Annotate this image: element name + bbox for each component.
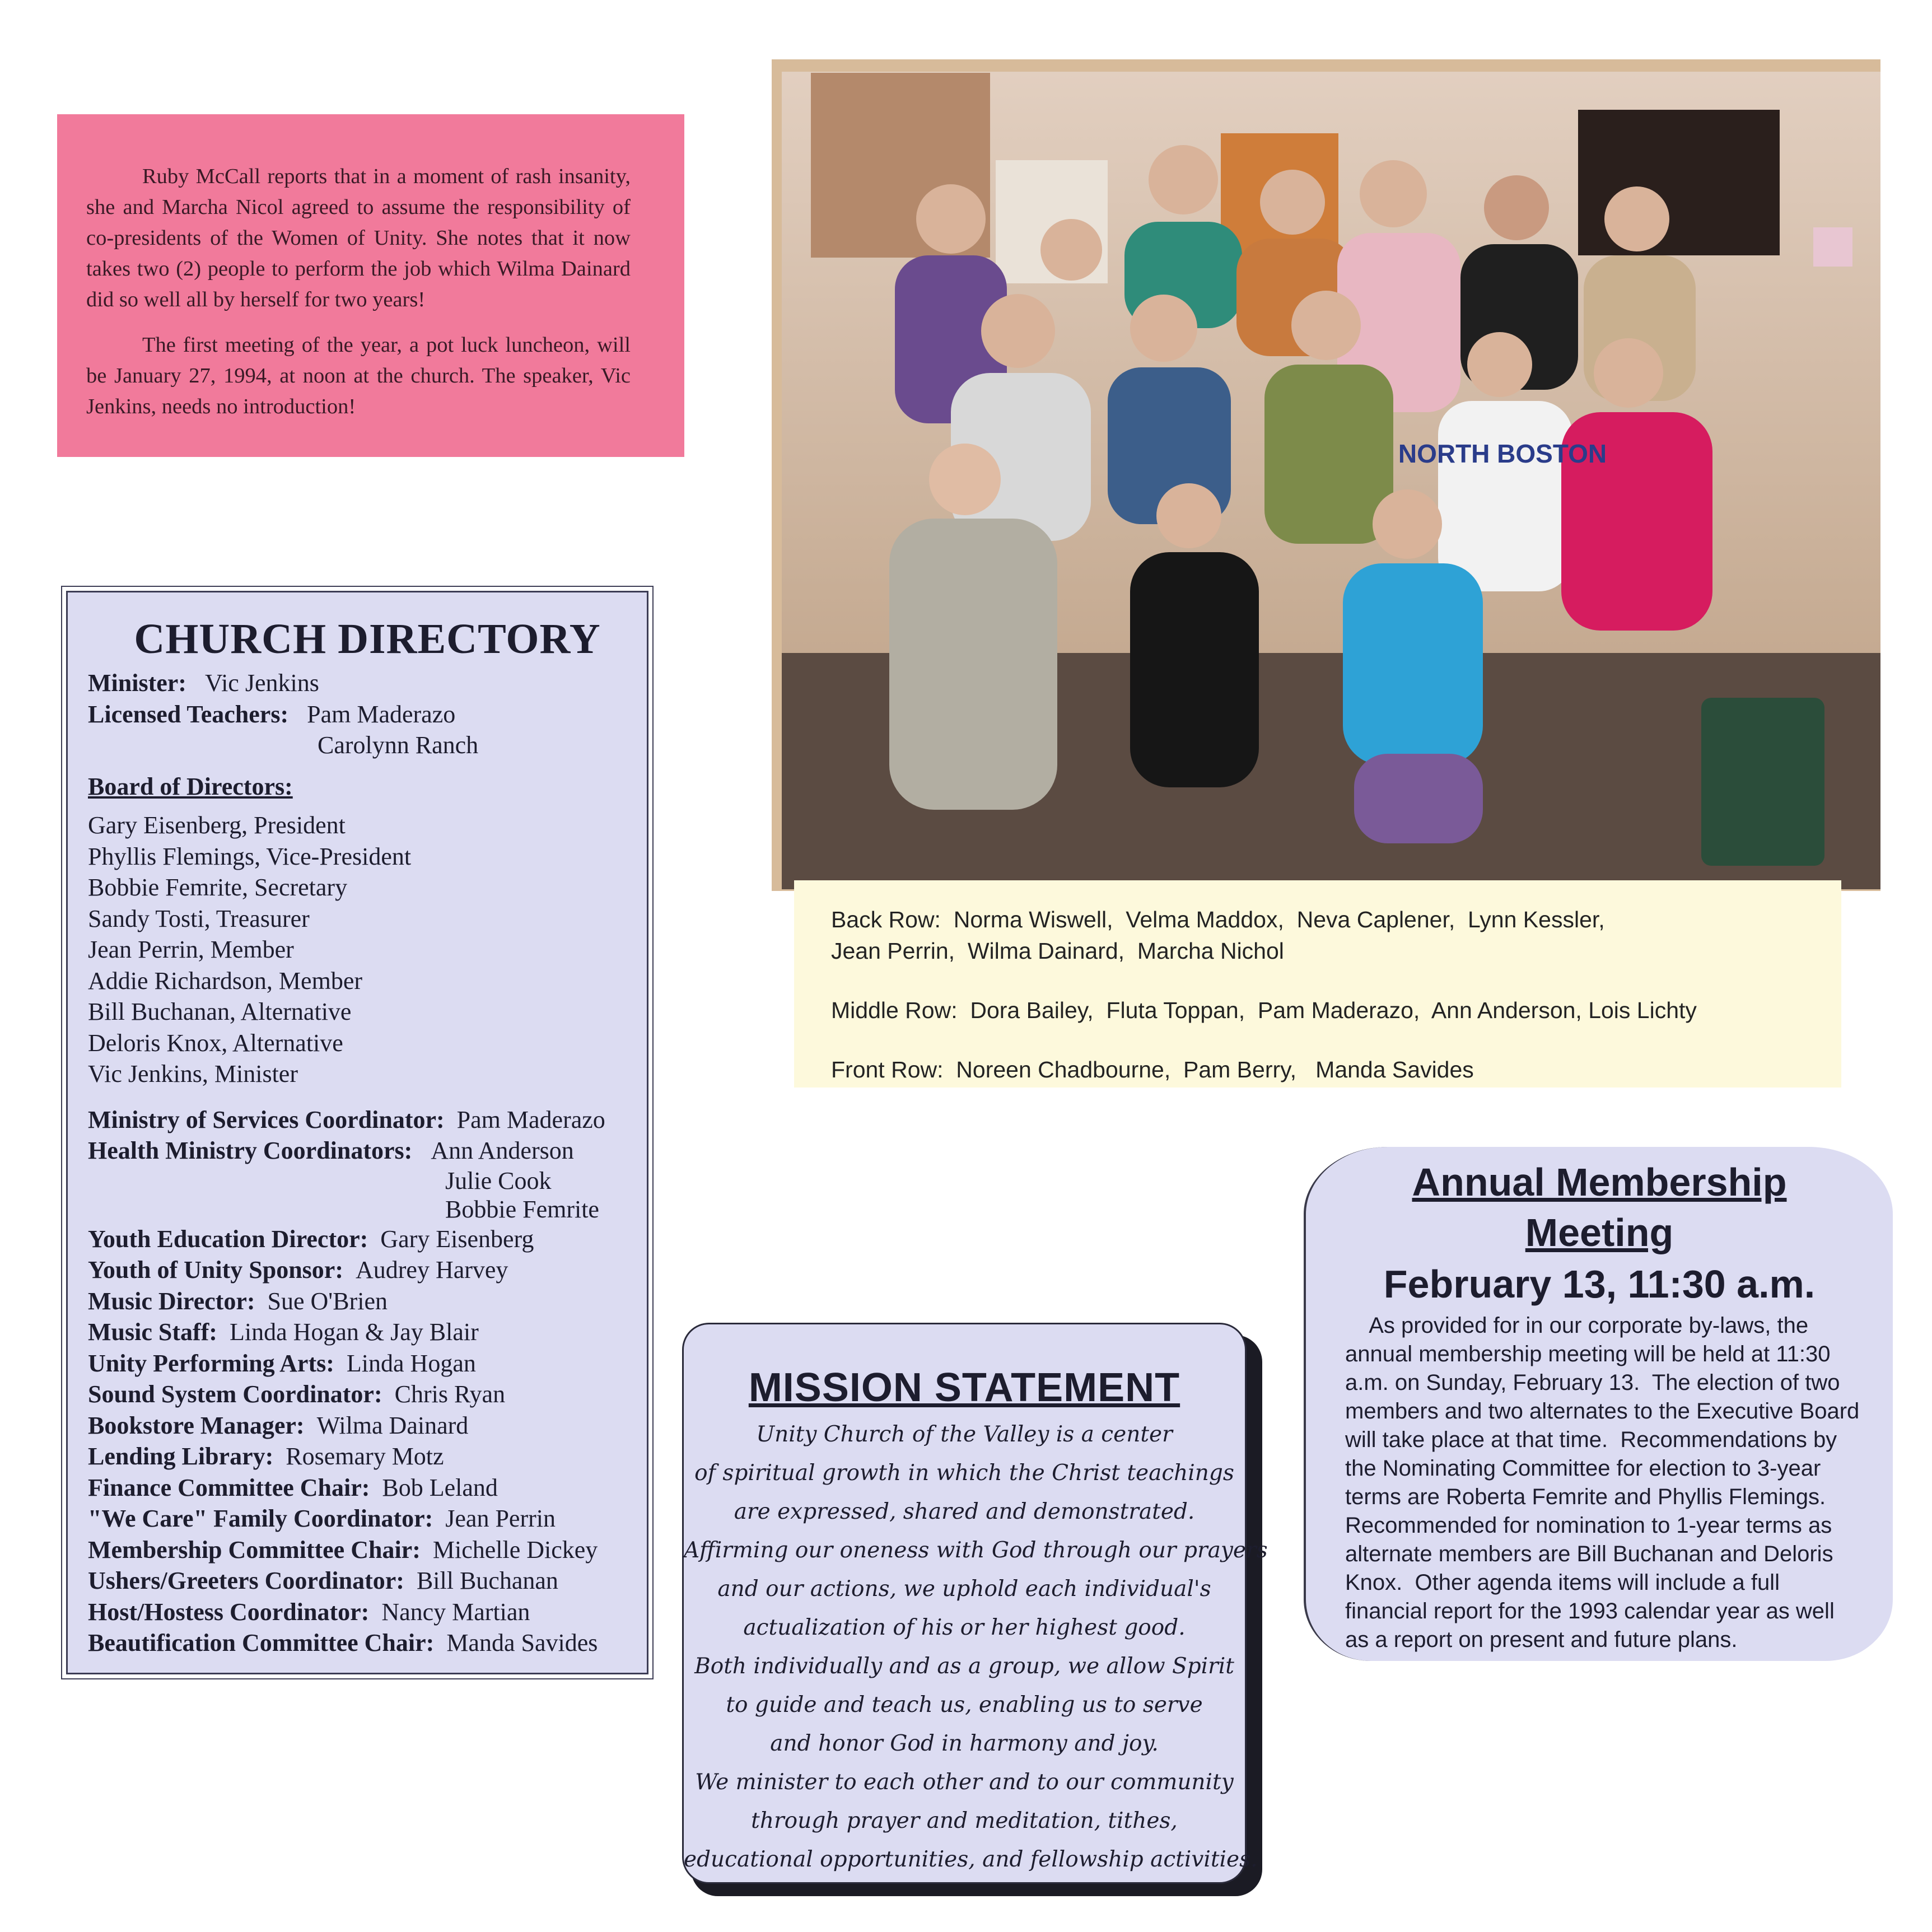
minister-row [88, 668, 647, 699]
photo-bag [1701, 698, 1824, 866]
ministry-services-row [88, 1104, 647, 1136]
caption-front-row: Front Row: Noreen Chadbourne, Pam Berry, Manda Savides [831, 1057, 1474, 1082]
health-ministry-row [88, 1135, 647, 1166]
role-value: Bob Leland [382, 1473, 498, 1501]
health-ministry-value-3: Bobbie Femrite [445, 1195, 599, 1223]
sweatshirt-text: NORTH BOSTON [1398, 439, 1607, 468]
meeting-line: the Nominating Committee for election to 3-year [1345, 1456, 1821, 1481]
meeting-line: As provided for in our corporate by-laws, the [1345, 1313, 1809, 1338]
role-value: Chris Ryan [394, 1380, 506, 1408]
mission-line: We minister to each other and to our community [695, 1770, 1234, 1795]
ministry-services-label: Ministry of Services Coordinator: [88, 1105, 445, 1133]
meeting-body [1306, 1312, 1893, 1654]
teachers-value-2: Carolynn Ranch [318, 731, 479, 759]
role-label: Finance Committee Chair: [88, 1473, 370, 1501]
teachers-row [88, 699, 647, 730]
role-label: Youth of Unity Sponsor: [88, 1256, 343, 1284]
role-row [88, 1410, 647, 1441]
photo-caption [794, 880, 1841, 1088]
meeting-line: terms are Roberta Femrite and Phyllis Flemings. [1345, 1485, 1826, 1509]
minister-label: Minister: [88, 669, 186, 697]
role-row [88, 1597, 647, 1628]
role-value: Audrey Harvey [355, 1256, 508, 1284]
role-row [88, 1565, 647, 1597]
role-row [88, 1317, 647, 1348]
meeting-line: will take place at that time. Recommendations by [1345, 1427, 1837, 1452]
role-label: Music Staff: [88, 1318, 217, 1346]
role-row [88, 1441, 647, 1472]
mission-statement [682, 1323, 1268, 1884]
role-label: Beautification Committee Chair: [88, 1629, 435, 1656]
meeting-title-line-2: Meeting [1525, 1211, 1674, 1254]
role-row [88, 1627, 647, 1659]
role-label: Host/Hostess Coordinator: [88, 1598, 370, 1626]
mission-line: and our actions, we uphold each individual's [717, 1576, 1211, 1602]
role-row [88, 1503, 647, 1534]
women-of-unity-photo [772, 59, 1880, 891]
board-member: Jean Perrin, Member [88, 936, 294, 963]
health-ministry-value-1: Ann Anderson [431, 1137, 574, 1164]
board-member: Vic Jenkins, Minister [88, 1060, 298, 1088]
meeting-line: members and two alternates to the Executive Board [1345, 1399, 1860, 1424]
role-row [88, 1379, 647, 1410]
meeting-line: financial report for the 1993 calendar year as well [1345, 1599, 1835, 1623]
role-label: Unity Performing Arts: [88, 1349, 334, 1377]
caption-middle-row: Middle Row: Dora Bailey, Fluta Toppan, Pam Maderazo, Ann Anderson, Lois Lichty [831, 997, 1697, 1023]
role-label: Membership Committee Chair: [88, 1536, 421, 1564]
role-value: Bill Buchanan [416, 1567, 558, 1594]
minister-value: Vic Jenkins [204, 669, 319, 697]
role-value: Wilma Dainard [316, 1411, 469, 1439]
mission-line: and honor God in harmony and joy. [770, 1731, 1159, 1756]
role-label: Ushers/Greeters Coordinator: [88, 1567, 404, 1594]
meeting-title [1306, 1157, 1893, 1258]
mission-line: to guide and teach us, enabling us to serve [726, 1692, 1203, 1718]
mission-line: Unity Church of the Valley is a center [756, 1422, 1173, 1447]
role-row [88, 1286, 647, 1317]
role-value: Michelle Dickey [432, 1536, 598, 1564]
board-member: Phyllis Flemings, Vice-President [88, 842, 412, 870]
note-paragraph-1: Ruby McCall reports that in a moment of rash insanity, she and Marcha Nicol agreed to assume the responsibility of co-presidents of the Women of Unity. She notes that it now takes two (2) people to perform the job which Wilma Dainard did so well all by herself for two years! [86, 165, 631, 311]
board-member: Bobbie Femrite, Secretary [88, 874, 348, 901]
mission-line: through prayer and meditation, tithes, [751, 1808, 1178, 1833]
role-value: Linda Hogan [346, 1349, 476, 1377]
church-directory [66, 591, 648, 1674]
caption-back-row-1: Back Row: Norma Wiswell, Velma Maddox, Neva Caplener, Lynn Kessler, [831, 907, 1605, 932]
directory-title: CHURCH DIRECTORY [134, 615, 601, 662]
role-value: Nancy Martian [381, 1598, 530, 1626]
board-list [88, 810, 647, 1090]
role-label: Youth Education Director: [88, 1225, 368, 1253]
board-member: Bill Buchanan, Alternative [88, 998, 352, 1025]
role-label: Music Director: [88, 1287, 255, 1315]
role-value: Manda Savides [446, 1629, 598, 1656]
group-photo [772, 59, 1880, 891]
meeting-line: Knox. Other agenda items will include a full [1345, 1570, 1780, 1595]
board-member: Sandy Tosti, Treasurer [88, 904, 310, 932]
role-value: Jean Perrin [445, 1505, 556, 1532]
role-list [88, 1224, 647, 1659]
meeting-line: Recommended for nomination to 1-year terms as [1345, 1513, 1832, 1538]
mission-line: of spiritual growth in which the Christ teachings [694, 1460, 1234, 1486]
board-heading: Board of Directors: [88, 772, 293, 800]
teachers-label: Licensed Teachers: [88, 700, 289, 728]
role-row [88, 1254, 647, 1286]
mission-line: Both individually and as a group, we allow Spirit [694, 1654, 1234, 1679]
mission-line: actualization of his or her highest good. [743, 1615, 1186, 1640]
role-value: Sue O'Brien [267, 1287, 388, 1315]
note-paragraph-2: The first meeting of the year, a pot luck luncheon, will be January 27, 1994, at noon at the church. The speaker, Vic Jenkins, needs no introduction! [86, 333, 631, 418]
role-value: Gary Eisenberg [380, 1225, 534, 1253]
meeting-line: annual membership meeting will be held at 11:30 [1345, 1342, 1831, 1366]
mission-line: are expressed, shared and demonstrated. [734, 1499, 1195, 1524]
role-row [88, 1534, 647, 1566]
role-row [88, 1348, 647, 1379]
health-ministry-value-2: Julie Cook [445, 1166, 552, 1194]
mission-line: educational opportunities, and fellowship activities. [684, 1847, 1258, 1872]
meeting-title-line-1: Annual Membership [1412, 1160, 1787, 1204]
meeting-line: as a report on present and future plans. [1345, 1627, 1738, 1652]
teachers-value-1: Pam Maderazo [307, 700, 456, 728]
mission-line: Affirming our oneness with God through our prayers [684, 1538, 1268, 1563]
ministry-services-value: Pam Maderazo [456, 1105, 605, 1133]
health-ministry-label: Health Ministry Coordinators: [88, 1137, 413, 1164]
role-row [88, 1472, 647, 1504]
role-value: Rosemary Motz [286, 1443, 444, 1470]
mission-title: MISSION STATEMENT [748, 1365, 1180, 1410]
meeting-line: alternate members are Bill Buchanan and Deloris [1345, 1542, 1833, 1566]
meeting-date: February 13, 11:30 a.m. [1383, 1262, 1816, 1306]
mission-body [684, 1415, 1268, 1879]
annual-meeting [1304, 1147, 1893, 1661]
role-label: Lending Library: [88, 1443, 274, 1470]
role-label: Sound System Coordinator: [88, 1380, 382, 1408]
women-of-unity-note [57, 114, 684, 457]
role-label: "We Care" Family Coordinator: [88, 1505, 433, 1532]
board-member: Gary Eisenberg, President [88, 811, 346, 839]
meeting-line: a.m. on Sunday, February 13. The election of two [1345, 1370, 1840, 1395]
caption-back-row-2: Jean Perrin, Wilma Dainard, Marcha Nichol [831, 938, 1284, 964]
role-label: Bookstore Manager: [88, 1411, 305, 1439]
role-value: Linda Hogan & Jay Blair [229, 1318, 479, 1346]
photo-card [1813, 227, 1852, 267]
board-member: Deloris Knox, Alternative [88, 1029, 343, 1057]
board-member: Addie Richardson, Member [88, 967, 362, 995]
role-row [88, 1224, 647, 1255]
